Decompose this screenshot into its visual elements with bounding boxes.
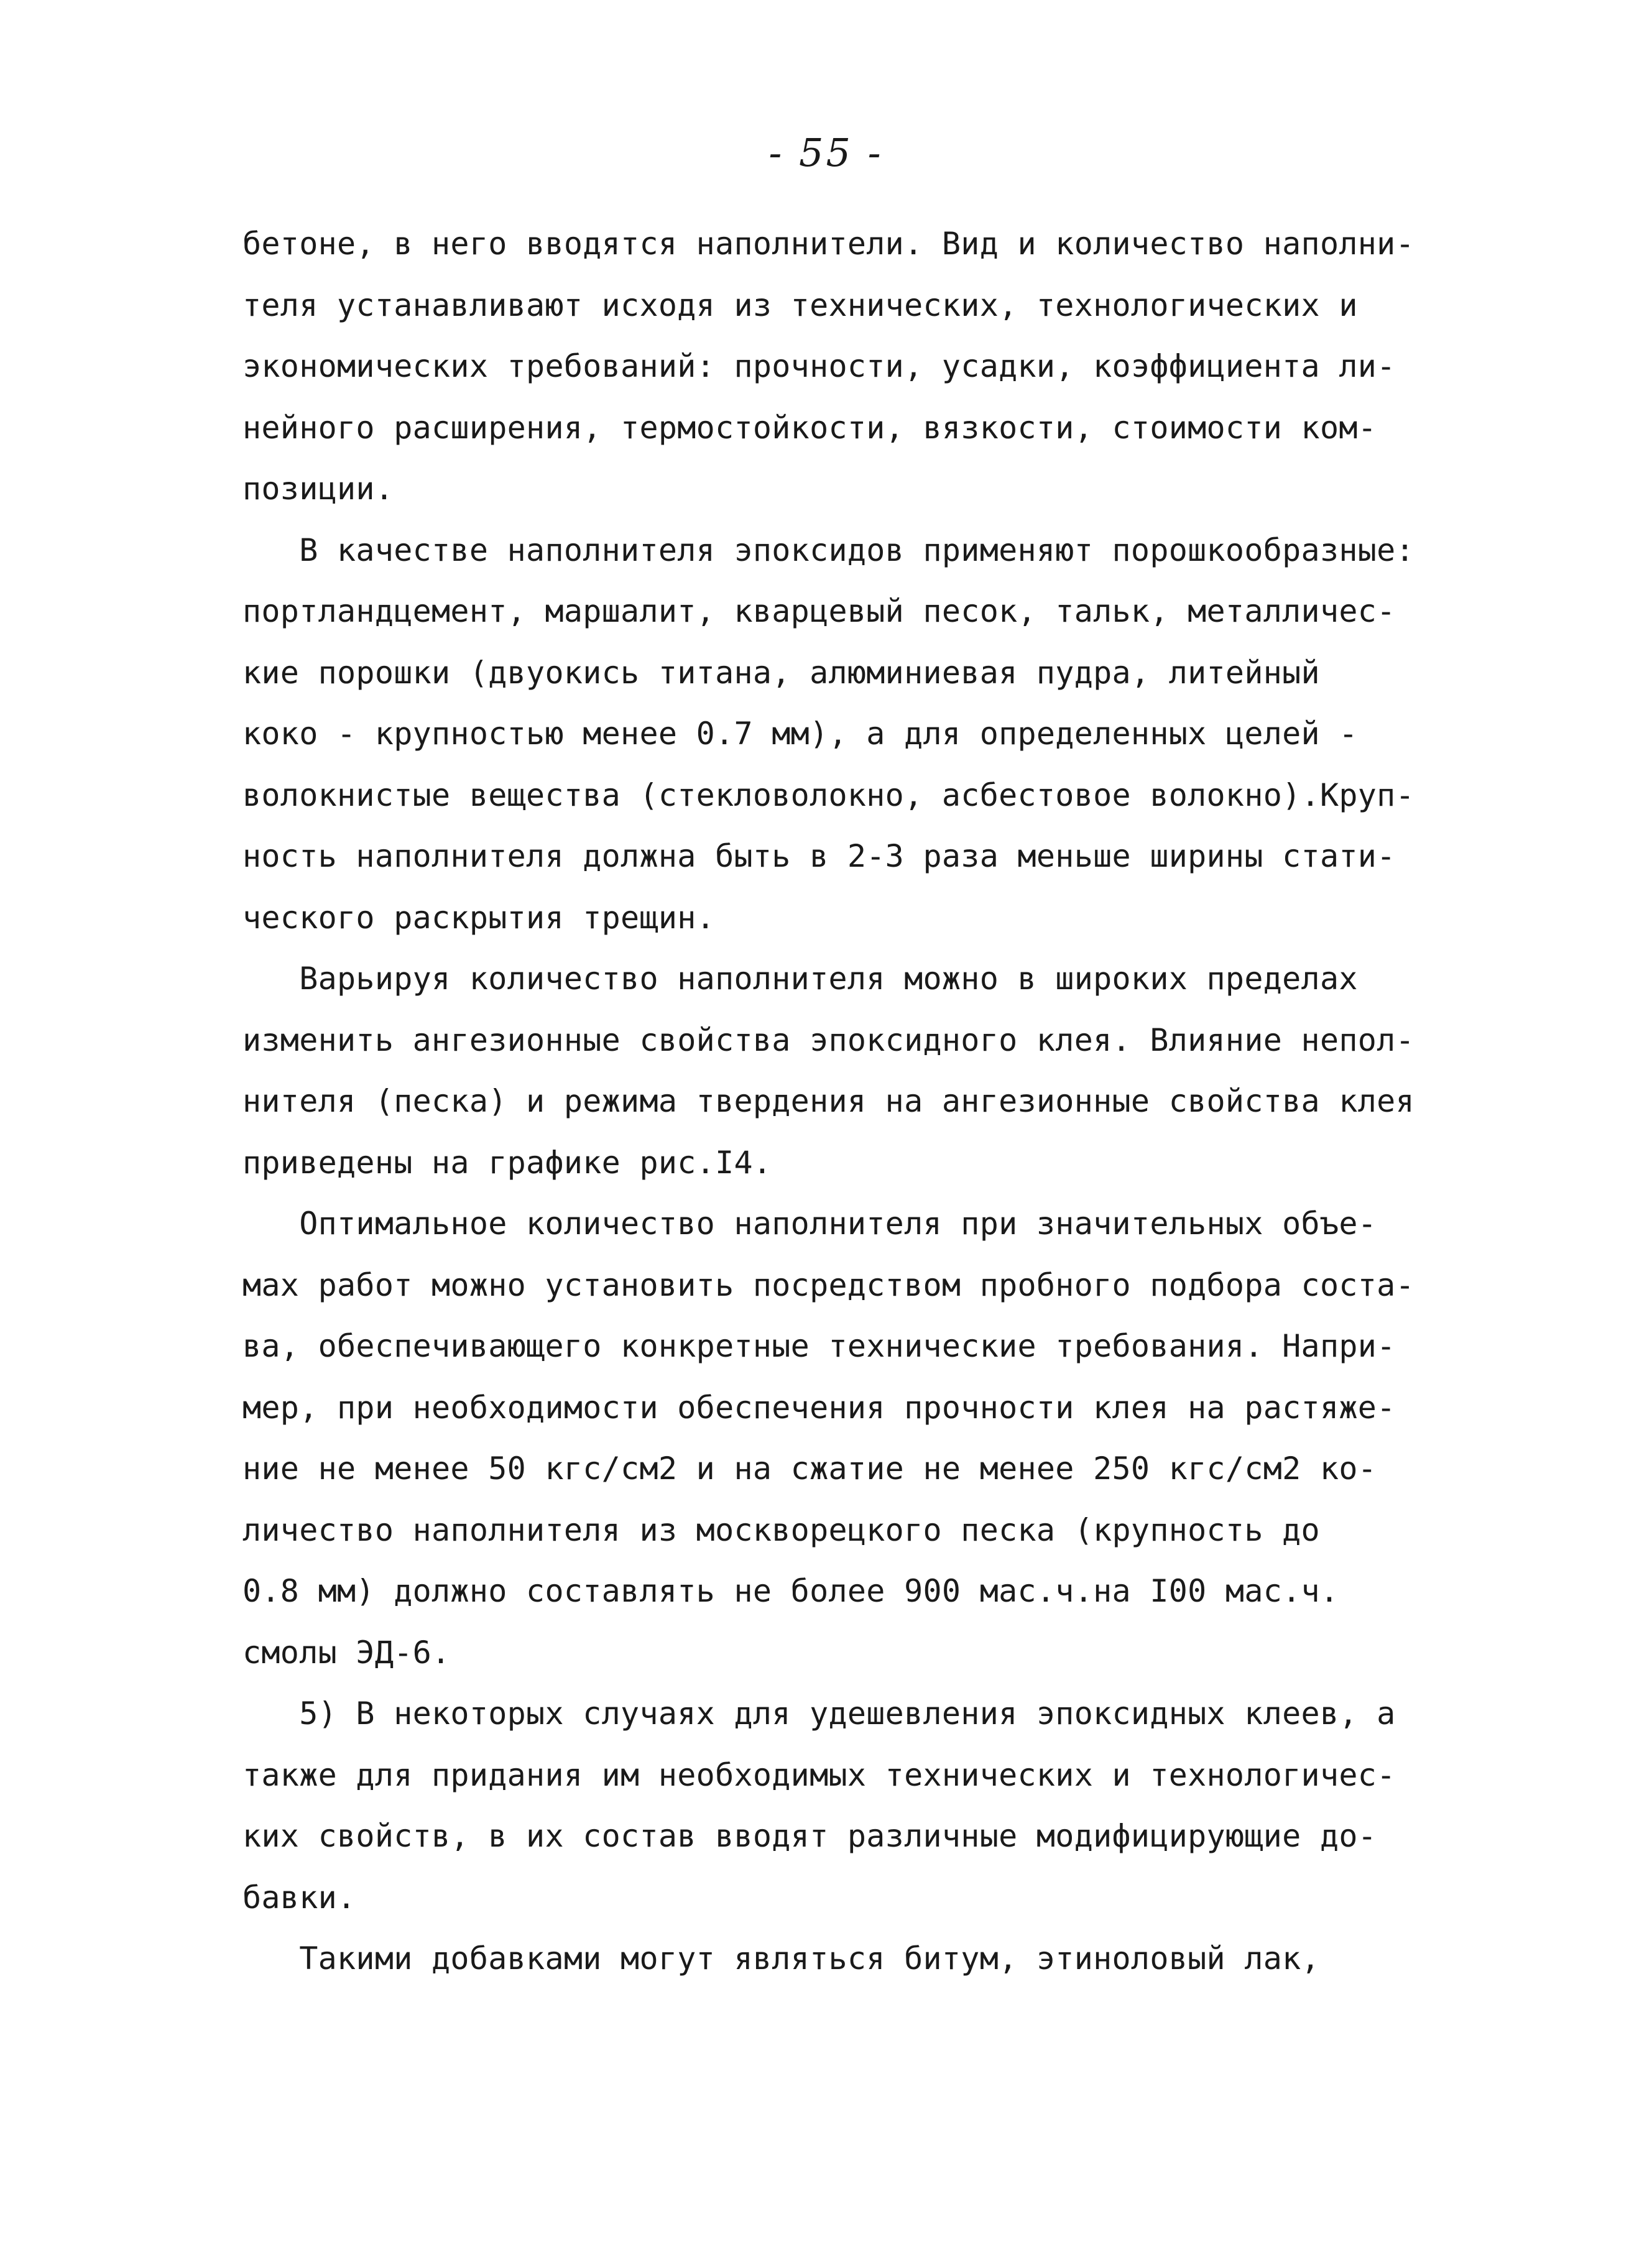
text-line: личество наполнителя из москворецкого песка (крупность до (242, 1511, 1320, 1548)
text-line: нителя (песка) и режима твердения на ангезионные свойства клея (242, 1083, 1414, 1119)
text-line: Оптимальное количество наполнителя при значительных объе- (242, 1206, 1377, 1242)
text-line: теля устанавливают исходя из технических, технологических и (242, 287, 1358, 323)
text-line: нейного расширения, термостойкости, вязкости, стоимости ком- (242, 409, 1377, 446)
text-line: портландцемент, маршалит, кварцевый песок, тальк, металличес- (242, 593, 1396, 629)
text-line: также для придания им необходимых технических и технологичес- (242, 1756, 1396, 1793)
text-line: бетоне, в него вводятся наполнители. Вид и количество наполни- (242, 226, 1414, 262)
text-line: ких свойств, в их состав вводят различные модифицирующие до- (242, 1818, 1377, 1854)
text-line: позиции. (242, 471, 394, 507)
text-line: коко - крупностью менее 0.7 мм), а для определенных целей - (242, 716, 1358, 752)
text-line: приведены на графике рис.I4. (242, 1144, 772, 1181)
text-line: кие порошки (двуокись титана, алюминиевая пудра, литейный (242, 654, 1320, 691)
text-line: мах работ можно установить посредством пробного подбора соста- (242, 1267, 1414, 1303)
document-body (242, 213, 1442, 1990)
text-line: Такими добавками могут являться битум, этиноловый лак, (242, 1940, 1320, 1977)
text-line: ность наполнителя должна быть в 2-3 раза меньше ширины стати- (242, 838, 1396, 874)
text-line: 5) В некоторых случаях для удешевления эпоксидных клеев, а (242, 1696, 1396, 1732)
text-line: смолы ЭД-6. (242, 1634, 451, 1671)
text-line: изменить ангезионные свойства эпоксидного клея. Влияние непол- (242, 1022, 1414, 1058)
text-line: Варьируя количество наполнителя можно в широких пределах (242, 961, 1358, 997)
text-line: бавки. (242, 1879, 356, 1916)
text-line: 0.8 мм) должно составлять не более 900 мас.ч.на I00 мас.ч. (242, 1573, 1339, 1609)
text-line: волокнистые вещества (стекловолокно, асбестовое волокно).Круп- (242, 777, 1414, 813)
text-line: ние не менее 50 кгс/см2 и на сжатие не менее 250 кгс/см2 ко- (242, 1451, 1377, 1487)
text-line: ва, обеспечивающего конкретные технические требования. Напри- (242, 1328, 1396, 1364)
text-line: мер, при необходимости обеспечения прочности клея на растяже- (242, 1389, 1396, 1426)
page-number: - 55 - (768, 130, 884, 175)
text-line: экономических требований: прочности, усадки, коэффициента ли- (242, 348, 1396, 384)
text-line: В качестве наполнителя эпоксидов применяют порошкообразные: (242, 532, 1414, 568)
text-line: ческого раскрытия трещин. (242, 899, 716, 936)
